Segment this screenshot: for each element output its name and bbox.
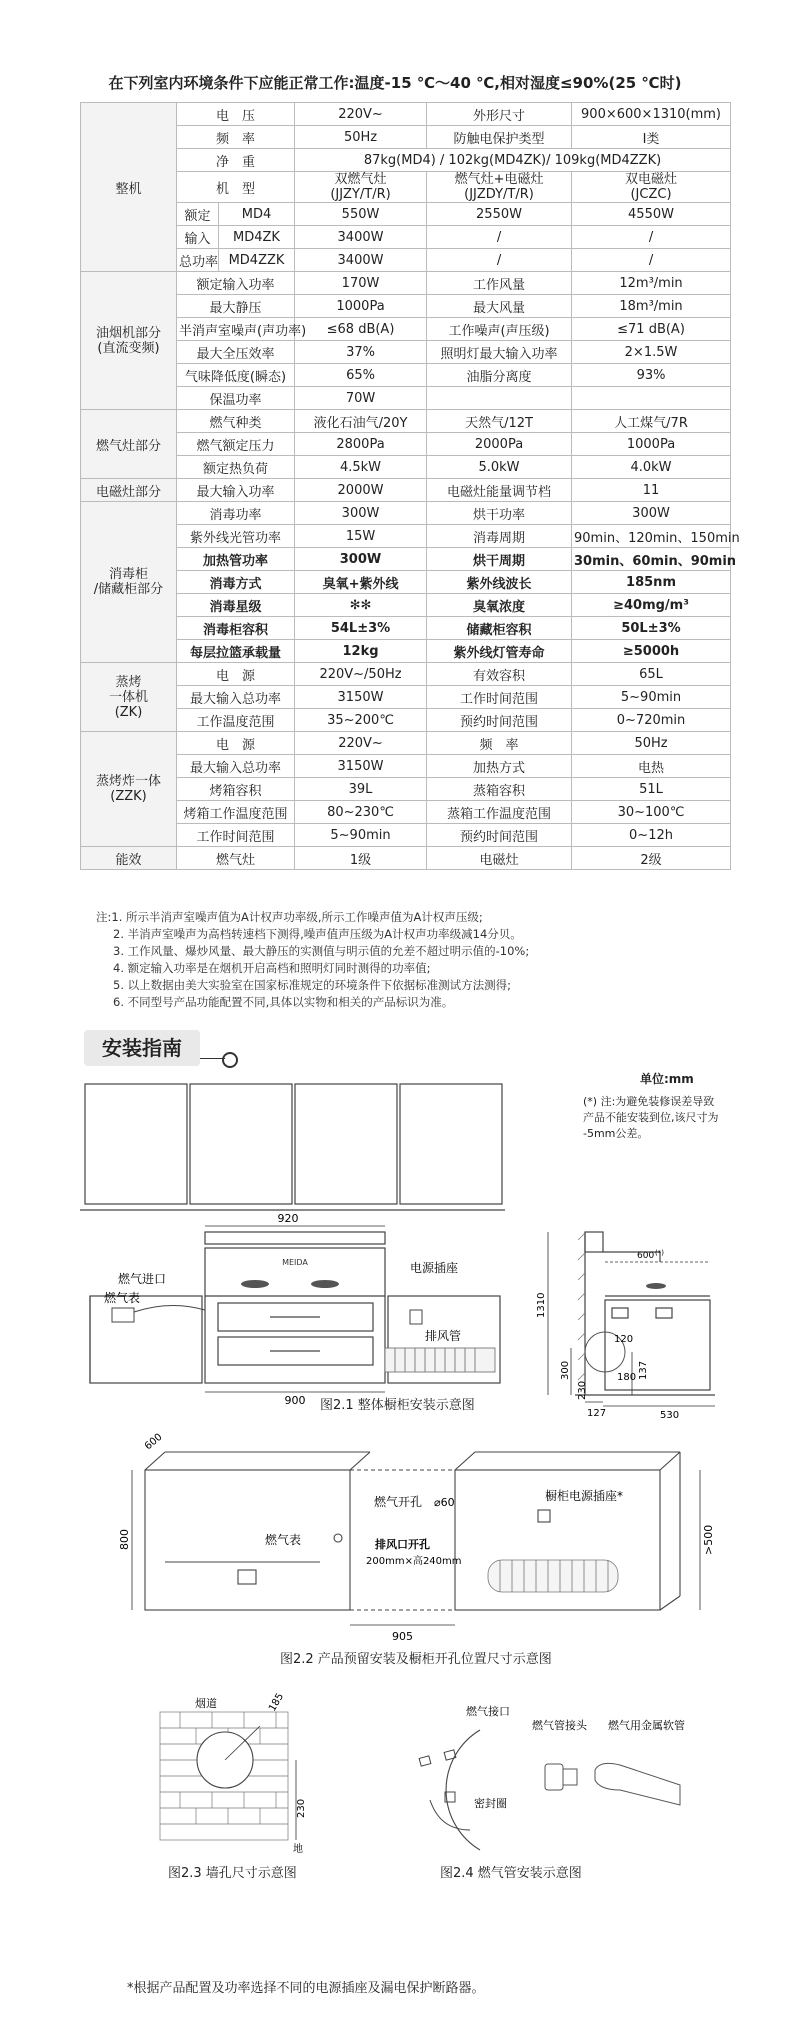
spec-cell: 最大输入功率 [177, 479, 295, 502]
spec-cell: 工作噪声(声压级) [427, 318, 572, 341]
spec-row [81, 663, 731, 686]
unit-label: 单位:mm [640, 1072, 694, 1086]
spec-cell: ≤68 dB(A) [295, 318, 427, 341]
dim-600-depth: 600 [142, 1431, 165, 1453]
spec-cell: 50L±3% [572, 617, 731, 640]
spec-row [81, 433, 731, 456]
label-gas-joint: 燃气管接头 [532, 1719, 587, 1732]
dim-180: 180 [617, 1372, 637, 1383]
spec-cell [427, 387, 572, 410]
spec-cell: 额定热负荷 [177, 456, 295, 479]
label-metal-hose: 燃气用金属软管 [608, 1719, 685, 1732]
label-cabinet-socket: 橱柜电源插座* [545, 1489, 624, 1503]
spec-table [80, 102, 740, 870]
spec-cell: 3400W [295, 249, 427, 272]
dim-230-wall: 230 [296, 1798, 307, 1818]
label-gas-hole-dia: ⌀60 [434, 1496, 455, 1509]
spec-cell: 4550W [572, 203, 731, 226]
spec-cell: 电磁灶能量调节档 [427, 479, 572, 502]
label-gas-hole: 燃气开孔 [374, 1495, 423, 1509]
spec-cell: / [427, 249, 572, 272]
spec-cell: 4.5kW [295, 456, 427, 479]
spec-cell: 93% [572, 364, 731, 387]
spec-cell: 蒸烤炸一体 (ZZK) [81, 732, 177, 847]
spec-cell: 30min、60min、90min [572, 548, 731, 571]
caption-fig-2-1: 图2.1 整体橱柜安装示意图 [320, 1398, 475, 1413]
spec-cell: 双燃气灶 (JJZY/T/R) [295, 172, 427, 203]
spec-cell: 蒸箱工作温度范围 [427, 801, 572, 824]
dim-600: 600 [637, 1251, 655, 1261]
spec-cell: 防触电保护类型 [427, 126, 572, 149]
caption-fig-2-2: 图2.2 产品预留安装及橱柜开孔位置尺寸示意图 [280, 1652, 552, 1667]
spec-row [81, 410, 731, 433]
spec-cell: 消毒星级 [177, 594, 295, 617]
spec-cell: 1000Pa [295, 295, 427, 318]
spec-cell: 300W [295, 502, 427, 525]
spec-cell: 1级 [295, 847, 427, 870]
spec-cell: 蒸烤 一体机 (ZK) [81, 663, 177, 732]
spec-cell: MD4ZK [219, 226, 295, 249]
spec-cell: 加热方式 [427, 755, 572, 778]
spec-cell: 12kg [295, 640, 427, 663]
label-gas-meter-2: 燃气表 [265, 1533, 302, 1547]
socket-icon [410, 1310, 422, 1324]
spec-row [81, 318, 731, 341]
spec-cell: 3150W [295, 755, 427, 778]
spec-cell: 最大全压效率 [177, 341, 295, 364]
note-line: 5. 以上数据由美大实验室在国家标准规定的环境条件下依据标准测试方法测得; [113, 978, 511, 992]
spec-cell: 电 压 [177, 103, 295, 126]
dim-1310: 1310 [536, 1292, 547, 1318]
spec-row [81, 103, 731, 126]
spec-cell: 整机 [81, 103, 177, 272]
dim-905: 905 [392, 1630, 413, 1643]
spec-cell: 燃气灶 [177, 847, 295, 870]
spec-notes [96, 909, 529, 1011]
environment-condition-title: 在下列室内环境条件下应能正常工作:温度-15 ℃～40 ℃,相对湿度≤90%(25 ℃时) [108, 74, 682, 92]
spec-cell: 液化石油气/20Y [295, 410, 427, 433]
spec-cell: 65% [295, 364, 427, 387]
spec-cell: 5~90min [572, 686, 731, 709]
spec-row [81, 709, 731, 732]
spec-row [81, 617, 731, 640]
spec-cell: 最大输入总功率 [177, 686, 295, 709]
spec-cell: 保温功率 [177, 387, 295, 410]
spec-cell: 频 率 [177, 126, 295, 149]
spec-cell: 18m³/min [572, 295, 731, 318]
spec-cell: 人工煤气/7R [572, 410, 731, 433]
note-line: 3. 工作风量、爆炒风量、最大静压的实测值与明示值的允差不超过明示值的-10%; [113, 944, 530, 958]
tolerance-note: (*) 注:为避免装修误差导致 产品不能安装到位,该尺寸为 -5mm公差。 [583, 1095, 719, 1140]
spec-cell: 87kg(MD4) / 102kg(MD4ZK)/ 109kg(MD4ZZK) [295, 149, 731, 172]
spec-cell: 油烟机部分 (直流变频) [81, 272, 177, 410]
spec-row [81, 548, 731, 571]
figure-reserved-openings [0, 1431, 790, 1650]
spec-cell: 额定输入功率 [177, 272, 295, 295]
spec-cell: 加热管功率 [177, 548, 295, 571]
spec-cell: 半消声室噪声(声功率) [177, 318, 295, 341]
spec-row [81, 502, 731, 525]
spec-row [81, 594, 731, 617]
spec-row [81, 172, 731, 203]
spec-cell: 紫外线波长 [427, 571, 572, 594]
spec-cell: 0~12h [572, 824, 731, 847]
spec-row [81, 847, 731, 870]
spec-cell: 39L [295, 778, 427, 801]
spec-row [81, 755, 731, 778]
spec-cell: 54L±3% [295, 617, 427, 640]
spec-cell: 4.0kW [572, 456, 731, 479]
spec-cell: 净 重 [177, 149, 295, 172]
spec-cell: ≥5000h [572, 640, 731, 663]
spec-cell: 消毒功率 [177, 502, 295, 525]
spec-cell: 550W [295, 203, 427, 226]
spec-cell: 总功率 [177, 249, 219, 272]
label-gas-meter: 燃气表 [104, 1291, 141, 1305]
spec-cell: 65L [572, 663, 731, 686]
spec-row [81, 341, 731, 364]
spec-row [81, 272, 731, 295]
spec-cell: 燃气灶+电磁灶 (JJZDY/T/R) [427, 172, 572, 203]
spec-cell: 工作风量 [427, 272, 572, 295]
spec-cell: 1000Pa [572, 433, 731, 456]
spec-row [81, 571, 731, 594]
spec-cell: 电磁灶 [427, 847, 572, 870]
label-exhaust-hole: 排风口开孔 [375, 1538, 430, 1551]
spec-cell: 气味降低度(瞬态) [177, 364, 295, 387]
spec-cell: 5~90min [295, 824, 427, 847]
spec-cell: Ⅰ类 [572, 126, 731, 149]
dim-127: 127 [587, 1408, 607, 1419]
spec-cell: 消毒周期 [427, 525, 572, 548]
spec-row [81, 686, 731, 709]
spec-cell: 185nm [572, 571, 731, 594]
spec-cell: 0~720min [572, 709, 731, 732]
spec-cell: / [572, 226, 731, 249]
spec-cell: 额定 [177, 203, 219, 226]
spec-cell: MD4 [219, 203, 295, 226]
spec-cell: 油脂分离度 [427, 364, 572, 387]
spec-cell: 天然气/12T [427, 410, 572, 433]
spec-cell: 每层拉篮承载量 [177, 640, 295, 663]
spec-cell: MD4ZZK [219, 249, 295, 272]
label-exhaust-size: 200mm×高240mm [366, 1556, 462, 1567]
spec-cell: 220V~ [295, 732, 427, 755]
spec-cell: ✻✻ [295, 594, 427, 617]
spec-cell: 预约时间范围 [427, 709, 572, 732]
spec-cell: 12m³/min [572, 272, 731, 295]
spec-row [81, 479, 731, 502]
dim-920: 920 [277, 1212, 299, 1225]
spec-cell: 臭氧+紫外线 [295, 571, 427, 594]
spec-row [81, 249, 731, 272]
spec-cell: 蒸箱容积 [427, 778, 572, 801]
spec-cell: 2级 [572, 847, 731, 870]
spec-cell: 频 率 [427, 732, 572, 755]
spec-row [81, 801, 731, 824]
spec-cell: 90min、120min、150min [572, 525, 731, 548]
spec-cell: 2800Pa [295, 433, 427, 456]
spec-cell: 工作时间范围 [177, 824, 295, 847]
spec-row [81, 387, 731, 410]
label-gas-port: 燃气接口 [466, 1705, 510, 1718]
figure-gas-pipe [380, 1690, 710, 1880]
spec-row [81, 364, 731, 387]
spec-cell: / [427, 226, 572, 249]
spec-cell: 烘干周期 [427, 548, 572, 571]
note-line: 6. 不同型号产品功能配置不同,具体以实物和相关的产品标识为准。 [113, 995, 454, 1009]
spec-cell: 能效 [81, 847, 177, 870]
spec-cell: 2×1.5W [572, 341, 731, 364]
dim-230: 230 [577, 1380, 588, 1400]
dim-185: 185 [267, 1691, 287, 1714]
spec-cell: 工作温度范围 [177, 709, 295, 732]
spec-cell: 2000W [295, 479, 427, 502]
spec-row [81, 456, 731, 479]
spec-cell: 消毒柜容积 [177, 617, 295, 640]
spec-cell: 220V~/50Hz [295, 663, 427, 686]
spec-cell: ≥40mg/m³ [572, 594, 731, 617]
dim-900: 900 [284, 1394, 306, 1407]
dim-300: 300 [560, 1360, 571, 1380]
label-floor: 地 [293, 1844, 303, 1855]
spec-row [81, 295, 731, 318]
spec-cell: 11 [572, 479, 731, 502]
label-flue: 烟道 [195, 1697, 217, 1710]
spec-cell: 臭氧浓度 [427, 594, 572, 617]
note-line: 注:1. 所示半消声室噪声值为A计权声功率级,所示工作噪声值为A计权声压级; [96, 910, 483, 924]
spec-row [81, 824, 731, 847]
spec-cell: / [572, 249, 731, 272]
spec-cell: 烤箱工作温度范围 [177, 801, 295, 824]
spec-cell: 外形尺寸 [427, 103, 572, 126]
note-line: 2. 半消声室噪声为高档转速档下测得,噪声值声压级为A计权声功率级减14分贝。 [113, 927, 522, 941]
spec-cell: 输入 [177, 226, 219, 249]
spec-cell: 消毒柜 /储藏柜部分 [81, 502, 177, 663]
dim-500: >500 [702, 1524, 715, 1555]
spec-cell: 170W [295, 272, 427, 295]
footer-note: *根据产品配置及功率选择不同的电源插座及漏电保护断路器。 [127, 1981, 485, 1996]
spec-cell: 电磁灶部分 [81, 479, 177, 502]
dim-530: 530 [660, 1410, 680, 1421]
spec-cell: 3400W [295, 226, 427, 249]
spec-cell: 消毒方式 [177, 571, 295, 594]
spec-row [81, 149, 731, 172]
spec-cell: 机 型 [177, 172, 295, 203]
dim-120: 120 [614, 1334, 634, 1345]
figure-wall-hole [0, 1690, 340, 1880]
spec-row [81, 778, 731, 801]
spec-row [81, 203, 731, 226]
spec-cell: 900×600×1310(mm) [572, 103, 731, 126]
spec-cell: 最大静压 [177, 295, 295, 318]
spec-row [81, 640, 731, 663]
spec-cell: 燃气灶部分 [81, 410, 177, 479]
note-line: 4. 额定输入功率是在烟机开启高档和照明灯同时测得的功率值; [113, 961, 431, 975]
spec-cell: 2550W [427, 203, 572, 226]
spec-row [81, 126, 731, 149]
dim-600-mark: (*) [655, 1249, 664, 1257]
spec-cell: 35~200℃ [295, 709, 427, 732]
spec-cell: 37% [295, 341, 427, 364]
spec-row [81, 226, 731, 249]
spec-cell: 3150W [295, 686, 427, 709]
spec-cell: 双电磁灶 (JCZC) [572, 172, 731, 203]
spec-cell: 储藏柜容积 [427, 617, 572, 640]
spec-cell: 烘干功率 [427, 502, 572, 525]
dim-800: 800 [118, 1529, 131, 1550]
spec-cell: 5.0kW [427, 456, 572, 479]
label-gas-inlet: 燃气进口 [118, 1272, 167, 1286]
spec-cell: 最大风量 [427, 295, 572, 318]
spec-cell: 70W [295, 387, 427, 410]
spec-cell: 紫外线光管功率 [177, 525, 295, 548]
spec-cell: 燃气种类 [177, 410, 295, 433]
spec-cell: 51L [572, 778, 731, 801]
spec-cell: 燃气额定压力 [177, 433, 295, 456]
spec-cell: 80~230℃ [295, 801, 427, 824]
caption-fig-2-4: 图2.4 燃气管安装示意图 [440, 1866, 582, 1881]
spec-cell: 50Hz [295, 126, 427, 149]
spec-cell: 有效容积 [427, 663, 572, 686]
label-exhaust: 排风管 [425, 1329, 462, 1343]
spec-cell: 紫外线灯管寿命 [427, 640, 572, 663]
spec-cell: ≤71 dB(A) [572, 318, 731, 341]
spec-row [81, 525, 731, 548]
spec-cell: 烤箱容积 [177, 778, 295, 801]
spec-cell: 电 源 [177, 732, 295, 755]
label-socket: 电源插座 [410, 1261, 459, 1275]
spec-cell: 50Hz [572, 732, 731, 755]
spec-cell: 电热 [572, 755, 731, 778]
spec-cell: 300W [572, 502, 731, 525]
spec-cell: 300W [295, 548, 427, 571]
spec-row [81, 732, 731, 755]
spec-cell: 预约时间范围 [427, 824, 572, 847]
spec-cell: 220V~ [295, 103, 427, 126]
spec-cell: 最大输入总功率 [177, 755, 295, 778]
install-guide-heading: 安装指南 [84, 1030, 200, 1066]
label-seal: 密封圈 [474, 1797, 507, 1810]
brand-logo: MEIDA [282, 1258, 308, 1267]
spec-cell: 2000Pa [427, 433, 572, 456]
spec-cell: 15W [295, 525, 427, 548]
spec-cell: 30~100℃ [572, 801, 731, 824]
dim-137: 137 [638, 1360, 649, 1380]
caption-fig-2-3: 图2.3 墙孔尺寸示意图 [168, 1866, 297, 1881]
spec-cell: 照明灯最大输入功率 [427, 341, 572, 364]
spec-cell [572, 387, 731, 410]
spec-cell: 电 源 [177, 663, 295, 686]
spec-cell: 工作时间范围 [427, 686, 572, 709]
